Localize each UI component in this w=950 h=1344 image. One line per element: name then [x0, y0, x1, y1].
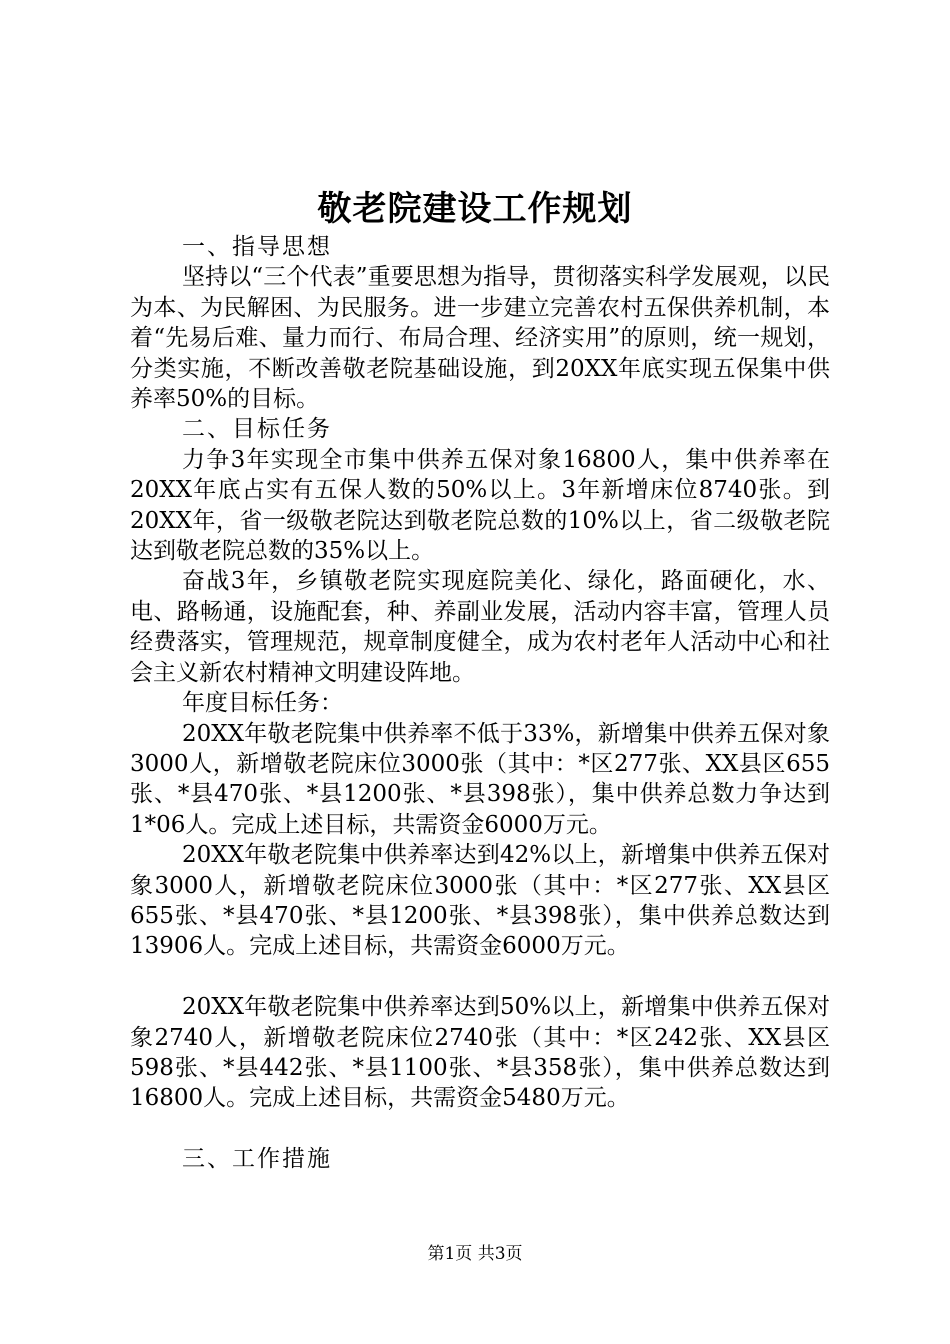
- paragraph-three-year-target: 力争3年实现全市集中供养五保对象16800人，集中供养率在20XX年底占实有五保人数的50%以上。3年新增床位8740张。到20XX年，省一级敬老院达到敬老院总数的10%以上，省二级敬老院达到敬老院总数的35%以上。: [130, 446, 830, 565]
- section-heading-measures: 三、工作措施: [182, 1146, 332, 1173]
- paragraph-spacer: [130, 962, 830, 992]
- document-title: 敬老院建设工作规划: [317, 189, 633, 229]
- document-body: [130, 232, 830, 1175]
- paragraph-township-goals: 奋战3年，乡镇敬老院实现庭院美化、绿化，路面硬化，水、电、路畅通，设施配套，种、养副业发展，活动内容丰富，管理人员经费落实，管理规范，规章制度健全，成为农村老年人活动中心和社会主义新农村精神文明建设阵地。: [130, 568, 830, 686]
- paragraph-year-three-target: 20XX年敬老院集中供养率达到50%以上，新增集中供养五保对象2740人，新增敬老院床位2740张（其中：*区242张、XX县区598张、*县442张、*县1100张、*县358张），集中供养总数达到16800人。完成上述目标，共需资金5480万元。: [130, 994, 830, 1112]
- page-footer: 第1页 共3页: [427, 1244, 523, 1264]
- section-heading-guiding-ideology: 一、指导思想: [182, 234, 332, 260]
- paragraph-spacer: [130, 1114, 830, 1144]
- paragraph-year-two-target: 20XX年敬老院集中供养率达到42%以上，新增集中供养五保对象3000人，新增敬老院床位3000张（其中：*区277张、XX县区655张、*县470张、*县1200张、*县398张），集中供养总数达到13906人。完成上述目标，共需资金6000万元。: [130, 842, 830, 960]
- section-heading-targets: 二、目标任务: [182, 416, 332, 443]
- paragraph-annual-targets-label: 年度目标任务：: [182, 690, 343, 717]
- paragraph-year-one-target: 20XX年敬老院集中供养率不低于33%，新增集中供养五保对象3000人，新增敬老院床位3000张（其中：*区277张、XX县区655张、*县470张、*县1200张、*县398张），集中供养总数力争达到1*06人。完成上述目标，共需资金6000万元。: [130, 720, 830, 838]
- paragraph-guiding-ideology: 坚持以“三个代表”重要思想为指导，贯彻落实科学发展观，以民为本、为民解困、为民服务。进一步建立完善农村五保供养机制，本着“先易后难、量力而行、布局合理、经济实用”的原则，统一规划，分类实施，不断改善敬老院基础设施，到20XX年底实现五保集中供养率50%的目标。: [130, 264, 830, 413]
